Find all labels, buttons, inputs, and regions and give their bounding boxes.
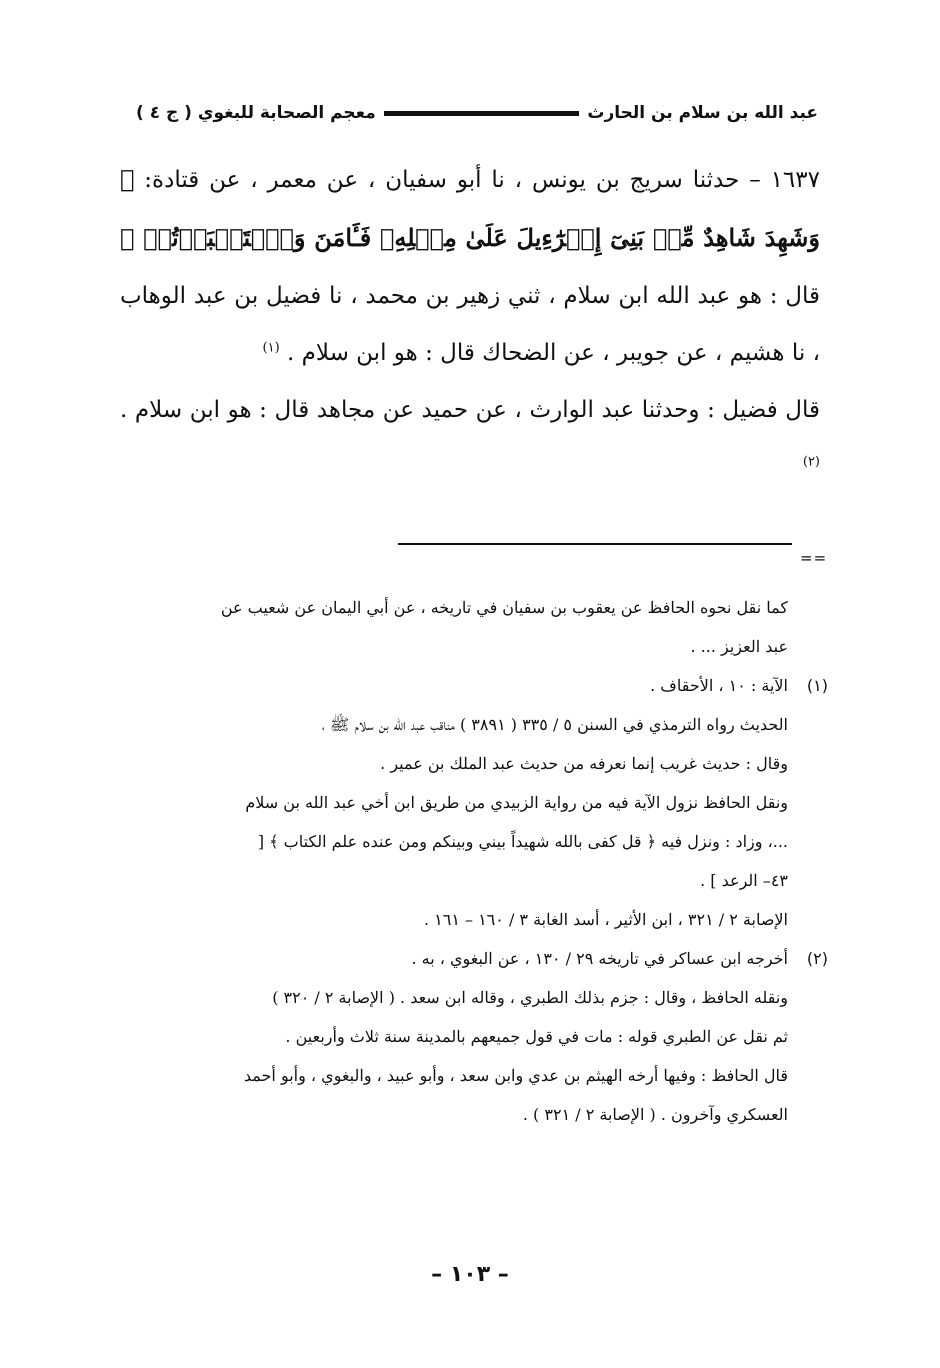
header-rule (384, 111, 580, 116)
footnote-line: ...، وزاد : ونزل فيه ﴿ قل كفى بالله شهيداً بيني وبينكم ومن عنده علم الكتاب ﴾ [ (257, 832, 788, 851)
footnote-continuation-mark: == (800, 549, 828, 567)
main-text (120, 150, 820, 496)
footnote-line: ثم نقل عن الطبري قوله : مات في قول جميعهم بالمدينة سنة ثلاث وأربعين . (285, 1027, 788, 1046)
footnote-line: ٤٣– الرعد ] . (700, 871, 788, 890)
running-header (136, 96, 818, 130)
footnote-line: الآية : ١٠ ، الأحقاف . (650, 676, 788, 695)
entry-after-verse: قال : هو عبد الله ابن سلام ، ثني زهير بن محمد ، نا فضيل بن عبد الوهاب ، نا هشيم ، عن جويبر ، عن الضحاك قال : هو ابن سلام . (120, 283, 820, 366)
footnote-line: قال الحافظ : وفيها أرخه الهيثم بن عدي وابن سعد ، وأبو عبيد ، والبغوي ، وأبو أحمد (243, 1066, 788, 1085)
footnote-line: الحديث رواه الترمذي في السنن ٥ / ٣٣٥ ( ٣٨٩١ ) مناقب عبد الله بن سلام ﷺ ، (321, 715, 788, 734)
footnote-2 (128, 939, 828, 978)
footnote-1-number: (١) (806, 676, 828, 695)
footnote-line: الإصابة ٢ / ٣٢١ ، ابن الأثير ، أسد الغابة ٣ / ١٦٠ – ١٦١ . (423, 910, 788, 929)
footnote-2-number: (٢) (806, 949, 828, 968)
footnote-line: عبد العزيز ... . (690, 637, 788, 656)
footnote-line: أخرجه ابن عساكر في تاريخه ٢٩ / ١٣٠ ، عن البغوي ، به . (411, 949, 788, 968)
footnote-line: ونقل الحافظ نزول الآية فيه من رواية الزبيدي من طريق ابن أخي عبد الله بن سلام (245, 793, 788, 812)
footnote-line: وقال : حديث غريب إنما نعرفه من حديث عبد الملك بن عمير . (380, 754, 788, 773)
footnote-line: كما نقل نحوه الحافظ عن يعقوب بن سفيان في تاريخه ، عن أبي اليمان عن شعيب عن (220, 598, 788, 617)
footnote-separator (398, 543, 792, 545)
footnote-ref-1: (١) (262, 340, 280, 356)
second-paragraph (120, 382, 820, 496)
footnotes (128, 588, 828, 1134)
entry-intro: – حدثنا سريج بن يونس ، نا أبو سفيان ، عن معمر ، عن قتادة: (144, 167, 761, 193)
hadith-entry (120, 150, 820, 382)
book-title: معجم الصحابة للبغوي ( ج ٤ ) (136, 103, 376, 123)
para2-text: قال فضيل : وحدثنا عبد الوارث ، عن حميد عن مجاهد قال : هو ابن سلام . (120, 397, 820, 423)
footnote-1 (128, 666, 828, 705)
entry-number: ١٦٣٧ (770, 167, 820, 193)
footnote-line: ونقله الحافظ ، وقال : جزم بذلك الطبري ، وقاله ابن سعد . ( الإصابة ٢ / ٣٢٠ ) (272, 988, 788, 1007)
page-number: – ١٠٣ – (431, 1262, 509, 1287)
footnote-line: العسكري وآخرون . ( الإصابة ٢ / ٣٢١ ) . (522, 1105, 788, 1124)
footnote-ref-2: (٢) (802, 454, 820, 470)
quran-verse: ﴿ وَشَهِدَ شَاهِدٌ مِّنۢ بَنِىٓ إِسۡرَٰٓءِيلَ عَلَىٰ مِثۡلِهِۦ فَـَٔامَنَ وَٱسۡتَكۡبَرۡتُمۡ ﴾ (120, 164, 820, 252)
section-title: عبد الله بن سلام بن الحارث (587, 103, 818, 123)
